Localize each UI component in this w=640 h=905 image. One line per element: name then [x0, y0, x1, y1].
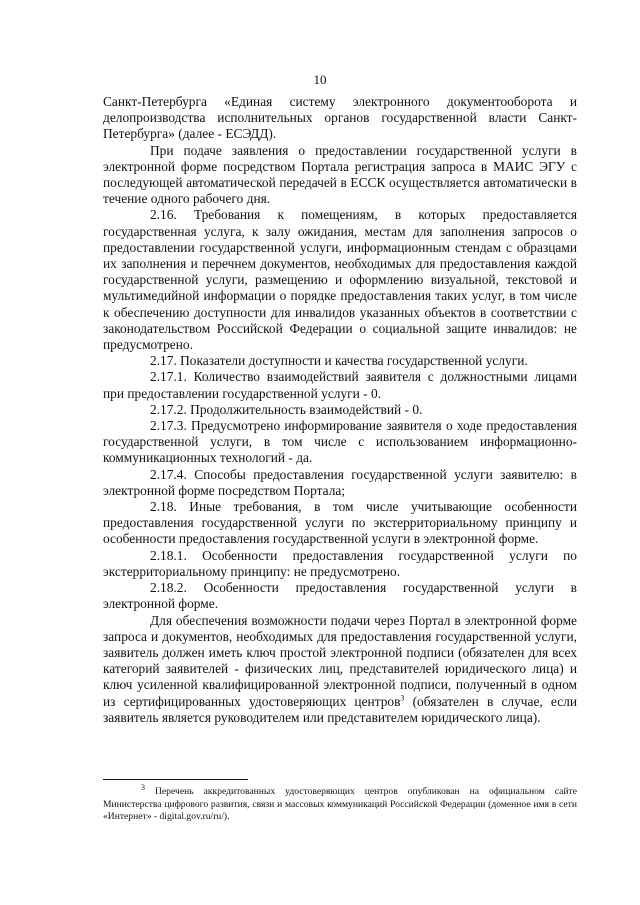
paragraph: При подаче заявления о предоставлении государственной услуги в электронной форме посредством Портала регистрация запроса в МАИС ЭГУ с последующей автоматической передачей в ЕССК осуществляется автоматически в течение одного рабочего дня.	[103, 142, 577, 207]
paragraph: 2.18.2. Особенности предоставления государственной услуги в электронной форме.	[103, 580, 577, 612]
footnote-divider	[103, 779, 248, 780]
paragraph: 2.17.3. Предусмотрено информирование заявителя о ходе предоставления государственной услуги, в том числе с использованием информационно-коммуникационных технологий - да.	[103, 418, 577, 466]
paragraph: 2.18. Иные требования, в том числе учитывающие особенности предоставления государственной услуги по экстерриториальному принципу и особенности предоставления государственной услуги в электронной форме.	[103, 499, 577, 547]
paragraph: 2.17.2. Продолжительность взаимодействий - 0.	[150, 401, 423, 417]
document-body	[103, 94, 577, 726]
paragraph-with-footnote-ref	[103, 613, 577, 726]
paragraph: 2.17.1. Количество взаимодействий заявителя с должностными лицами при предоставлении государственной услуги - 0.	[103, 369, 577, 401]
paragraph: 2.18.1. Особенности предоставления государственной услуги по экстерриториальному принципу: не предусмотрено.	[103, 547, 577, 579]
page-number: 10	[313, 72, 327, 87]
footnote-text: Перечень аккредитованных удостоверяющих центров опубликован на официальном сайте Министерства цифрового развития, связи и массовых коммуникаций Российской Федерации (доменное имя в сети «Интернет» - digital.gov.ru/ru/).	[103, 786, 577, 823]
footnote-reference: 3	[400, 693, 405, 703]
footnote	[103, 782, 577, 824]
paragraph: 2.17.4. Способы предоставления государственной услуги заявителю: в электронной форме посредством Портала;	[103, 466, 577, 498]
footnote-marker: 3	[141, 782, 145, 792]
paragraph-text: Для обеспечения возможности подачи через Портал в электронной форме запроса и документов, необходимых для предоставления государственной услуги, заявитель должен иметь ключ простой электронной подписи (обязателен для всех категорий заявителей - физических лиц, представителей юридического лица) и ключ усиленной квалифицированной электронной подписи, полученный в одном из сертифицированных удостоверяющих центров	[103, 612, 577, 709]
paragraph: 2.17. Показатели доступности и качества государственной услуги.	[150, 353, 528, 369]
paragraph: Санкт-Петербурга «Единая систему электронного документооборота и делопроизводства исполнительных органов государственной власти Санкт-Петербурга» (далее - ЕСЭДД).	[103, 94, 577, 142]
paragraph: 2.16. Требования к помещениям, в которых предоставляется государственная услуга, к залу ожидания, местам для заполнения запросов о предоставлении государственной услуги, информационным стендам с образцами их заполнения и перечнем документов, необходимых для предоставления каждой государственной услуги, размещению и оформлению визуальной, текстовой и мультимедийной информации о порядке предоставления таких услуг, в том числе к обеспечению доступности для инвалидов указанных объектов в соответствии с законодательством Российской Федерации о социальной защите инвалидов: не предусмотрено.	[103, 207, 577, 353]
paragraph-text: (обязателен в случае, если заявитель является руководителем или представителем юридического лица).	[103, 693, 577, 725]
